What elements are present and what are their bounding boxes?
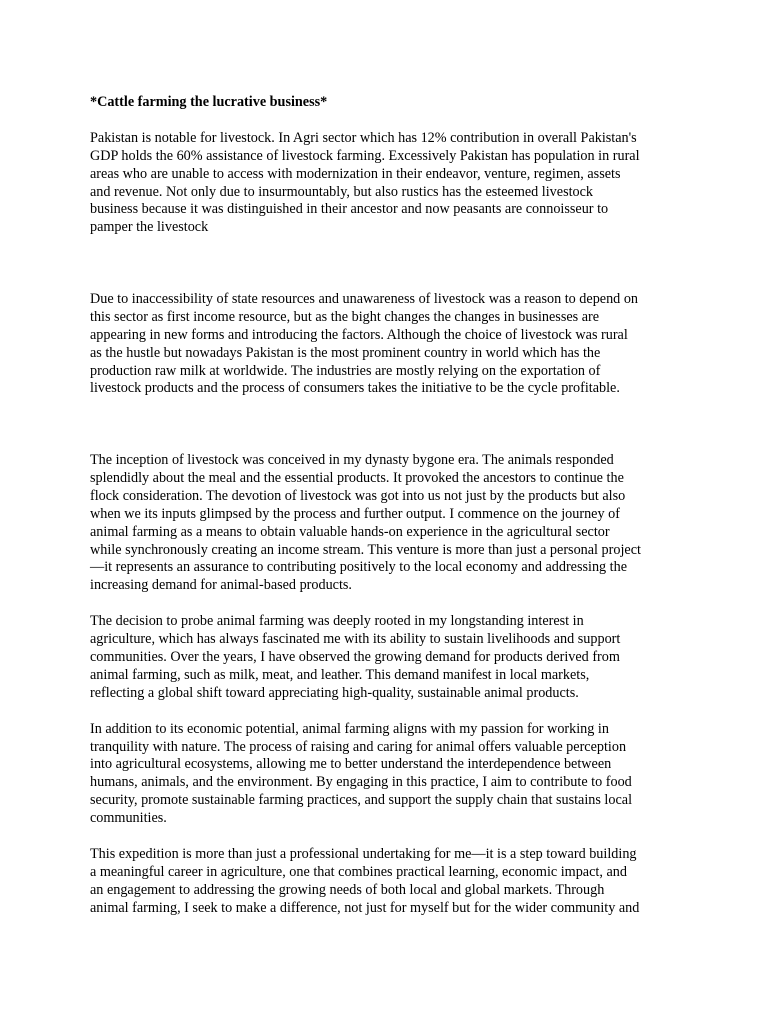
text-line: reflecting a global shift toward appreciating high-quality, sustainable animal products. bbox=[90, 684, 579, 701]
paragraph-4 bbox=[90, 613, 680, 703]
paragraph-spacer bbox=[90, 237, 680, 291]
paragraph-spacer bbox=[90, 703, 680, 721]
text-line: business because it was distinguished in their ancestor and now peasants are connoisseur to bbox=[90, 201, 609, 218]
text-line: communities. Over the years, I have observed the growing demand for products derived from bbox=[90, 649, 620, 665]
text-line: The decision to probe animal farming was deeply rooted in my longstanding interest in bbox=[90, 613, 584, 630]
text-line: —it represents an assurance to contributing positively to the local economy and addressing the bbox=[90, 559, 628, 576]
text-line: security, promote sustainable farming practices, and support the supply chain that sustains local bbox=[90, 792, 633, 809]
text-line: flock consideration. The devotion of livestock was got into us not just by the products but also bbox=[90, 487, 626, 504]
text-line: animal farming, I seek to make a difference, not just for myself but for the wider community and bbox=[90, 899, 640, 916]
text-line: tranquility with nature. The process of raising and caring for animal offers valuable perception bbox=[90, 738, 627, 755]
text-line: increasing demand for animal-based products. bbox=[90, 577, 352, 594]
paragraph-5 bbox=[90, 721, 680, 828]
text-line: In addition to its economic potential, animal farming aligns with my passion for working in bbox=[90, 720, 609, 737]
text-line: animal farming as a means to obtain valuable hands-on experience in the agricultural sector bbox=[90, 523, 610, 540]
text-line: The inception of livestock was conceived in my dynasty bygone era. The animals responded bbox=[90, 452, 614, 469]
text-line: livestock products and the process of consumers takes the initiative to be the cycle profitable. bbox=[90, 380, 620, 397]
text-line: as the hustle but nowadays Pakistan is the most prominent country in world which has the bbox=[90, 344, 601, 361]
text-line: animal farming, such as milk, meat, and leather. This demand manifest in local markets, bbox=[90, 666, 590, 683]
text-line: production raw milk at worldwide. The industries are mostly relying on the exportation of bbox=[90, 362, 601, 379]
paragraph-6 bbox=[90, 846, 680, 918]
text-line: an engagement to addressing the growing needs of both local and global markets. Through bbox=[90, 881, 605, 898]
paragraph-spacer bbox=[90, 398, 680, 452]
text-line: into agricultural ecosystems, allowing me to better understand the interdependence between bbox=[90, 756, 612, 773]
text-line: areas who are unable to access with modernization in their endeavor, venture, regimen, assets bbox=[90, 165, 621, 182]
document-title: *Cattle farming the lucrative business* bbox=[90, 94, 328, 110]
text-line: splendidly about the meal and the essential products. It provoked the ancestors to continue the bbox=[90, 469, 624, 486]
text-line: a meaningful career in agriculture, one that combines practical learning, economic impact, and bbox=[90, 863, 627, 880]
text-line: This expedition is more than just a professional undertaking for me—it is a step toward building bbox=[90, 845, 637, 862]
text-line: agriculture, which has always fascinated me with its ability to sustain livelihoods and support bbox=[90, 631, 621, 648]
text-line: while synchronously creating an income stream. This venture is more than just a personal project bbox=[90, 541, 641, 558]
text-line: GDP holds the 60% assistance of livestock farming. Excessively Pakistan has population in rural bbox=[90, 147, 640, 164]
text-line: this sector as first income resource, but as the bight changes the changes in businesses are bbox=[90, 308, 600, 325]
text-line: and revenue. Not only due to insurmountably, but also rustics has the esteemed livestock bbox=[90, 183, 594, 200]
paragraph-spacer bbox=[90, 828, 680, 846]
text-line: Pakistan is notable for livestock. In Agri sector which has 12% contribution in overall Pakistan's bbox=[90, 129, 637, 146]
paragraph-2 bbox=[90, 291, 680, 398]
text-line: humans, animals, and the environment. By engaging in this practice, I aim to contribute to food bbox=[90, 774, 632, 791]
text-line: pamper the livestock bbox=[90, 219, 209, 236]
paragraph-3 bbox=[90, 452, 680, 595]
text-line: when we its inputs glimpsed by the process and further output. I commence on the journey of bbox=[90, 505, 620, 522]
document-body bbox=[90, 94, 680, 918]
paragraph-spacer bbox=[90, 595, 680, 613]
text-line: appearing in new forms and introducing the factors. Although the choice of livestock was rural bbox=[90, 326, 628, 343]
text-line: communities. bbox=[90, 810, 167, 827]
paragraph-1 bbox=[90, 130, 680, 237]
text-line: Due to inaccessibility of state resources and unawareness of livestock was a reason to depend on bbox=[90, 290, 639, 307]
